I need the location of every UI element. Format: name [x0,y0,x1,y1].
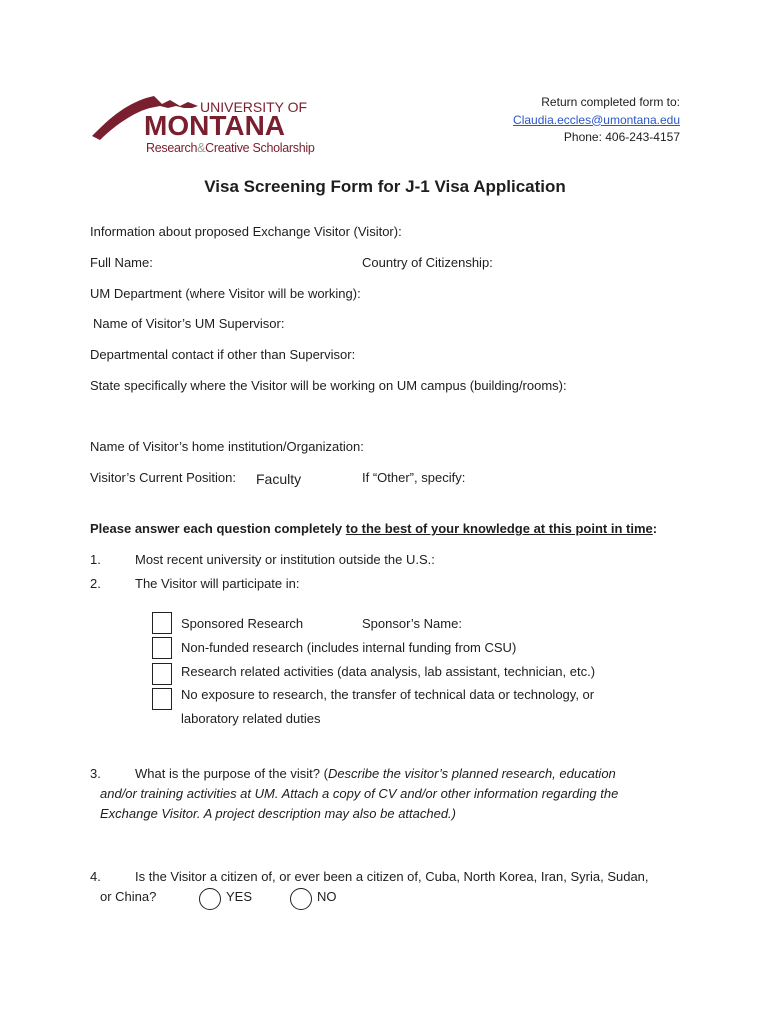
logo-line2: MONTANA [144,110,286,141]
q4-line1: Is the Visitor a citizen of, or ever been a citizen of, Cuba, North Korea, Iran, Syria, Sudan, [135,869,649,884]
location-label: State specifically where the Visitor will be working on UM campus (building/rooms): [90,378,567,393]
instructions-underlined: to the best of your knowledge at this point in time [345,521,653,536]
position-value-field[interactable]: Faculty [256,471,302,487]
no-radio[interactable] [290,888,312,910]
logo-line3b: Creative Scholarship [205,141,315,155]
return-phone: Phone: 406-243-4157 [563,130,680,144]
home-institution-label: Name of Visitor’s home institution/Organization: [90,439,364,454]
return-info [513,94,680,147]
no-exposure-label-line2: laboratory related duties [181,711,321,726]
no-exposure-checkbox[interactable] [152,688,172,710]
intro-text: Information about proposed Exchange Visitor (Visitor): [90,224,402,239]
research-related-checkbox[interactable] [152,663,172,685]
return-email-link[interactable]: Claudia.eccles@umontana.edu [513,112,680,127]
contact-label: Departmental contact if other than Supervisor: [90,347,356,362]
country-label: Country of Citizenship: [362,255,493,270]
logo-line1: UNIVERSITY OF [200,99,308,115]
q1-text: Most recent university or institution outside the U.S.: [135,552,435,567]
position-label: Visitor’s Current Position: [90,470,236,485]
sponsored-research-label: Sponsored Research [181,616,304,631]
q3-line1 [135,766,616,782]
q3-number: 3. [90,766,101,781]
no-exposure-label-line1: No exposure to research, the transfer of technical data or technology, or [181,687,595,702]
return-label: Return completed form to: [541,95,680,109]
q2-text: The Visitor will participate in: [135,576,300,591]
research-related-label: Research related activities (data analysis, lab assistant, technician, etc.) [181,664,596,679]
sponsor-name-label: Sponsor’s Name: [362,616,462,631]
no-label: NO [317,889,337,904]
instructions-start: Please answer each question completely [90,521,346,536]
instructions-end: : [652,521,658,536]
yes-radio[interactable] [199,888,221,910]
non-funded-research-checkbox[interactable] [152,637,172,659]
q4-line2: or China? [100,889,157,904]
other-specify-label: If “Other”, specify: [362,470,466,485]
yes-label: YES [226,889,253,904]
q3-lead: What is the purpose of the visit? ( [135,766,328,781]
non-funded-label: Non-funded research (includes internal funding from CSU) [181,640,517,655]
mountain-logo-icon [88,92,320,158]
q3-line3: Exchange Visitor. A project description may also be attached.) [100,806,457,821]
department-label: UM Department (where Visitor will be working): [90,286,361,301]
svg-text:Research&Creative Scholarship [146,141,315,155]
q3-italic1: Describe the visitor’s planned research, education [327,766,616,781]
q3-line2: and/or training activities at UM. Attach a copy of CV and/or other information regarding the [100,786,619,801]
q4-number: 4. [90,869,101,884]
logo-ampersand: & [197,141,206,155]
full-name-label: Full Name: [90,255,153,270]
university-logo [88,92,320,158]
q1-number: 1. [90,552,101,567]
supervisor-label: Name of Visitor’s UM Supervisor: [93,316,285,331]
logo-line3a: Research [146,141,198,155]
form-title: Visa Screening Form for J-1 Visa Application [204,177,566,196]
q2-number: 2. [90,576,101,591]
sponsored-research-checkbox[interactable] [152,612,172,634]
instructions [90,521,657,537]
